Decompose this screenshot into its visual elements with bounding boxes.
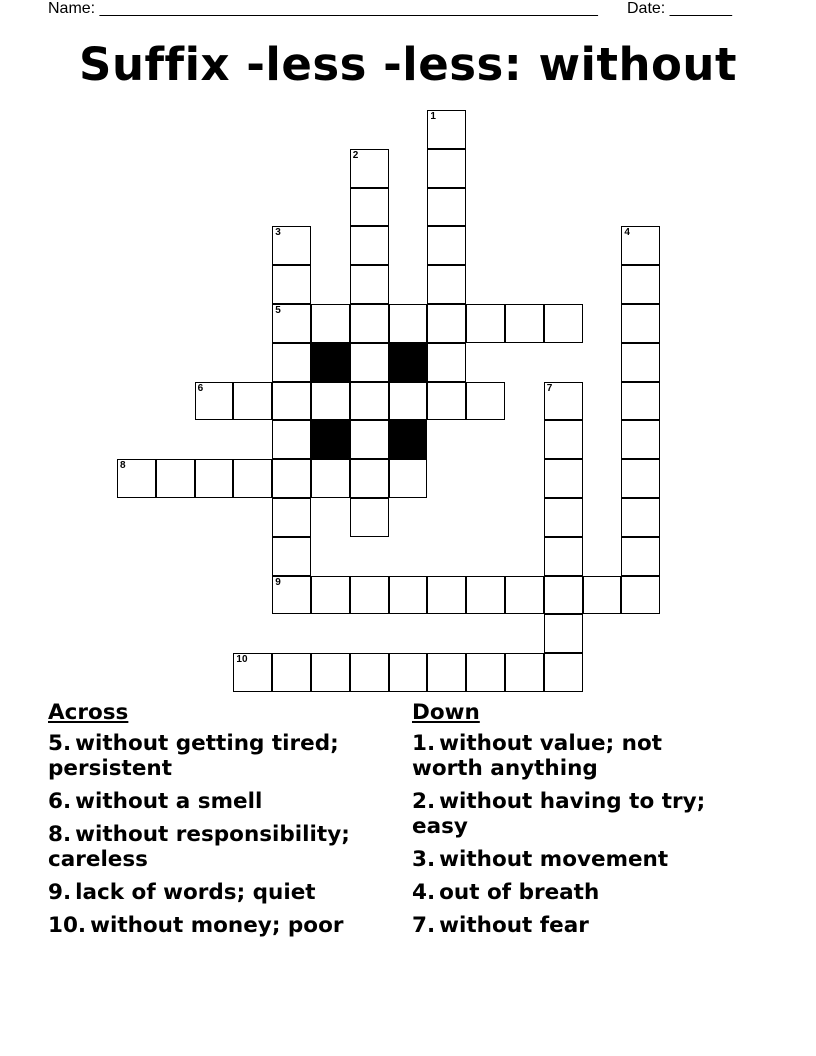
grid-cell[interactable] xyxy=(427,653,466,692)
grid-cell[interactable] xyxy=(621,382,660,421)
grid-cell[interactable] xyxy=(272,498,311,537)
grid-cell[interactable] xyxy=(389,653,428,692)
grid-cell[interactable] xyxy=(311,653,350,692)
grid-cell[interactable] xyxy=(272,382,311,421)
black-square xyxy=(311,420,350,459)
grid-cell[interactable] xyxy=(621,304,660,343)
grid-cell[interactable] xyxy=(350,265,389,304)
clue-number-label: 7. xyxy=(412,913,436,938)
across-clue xyxy=(48,880,398,905)
down-heading: Down xyxy=(412,700,480,725)
clue-number: 6 xyxy=(197,382,204,394)
grid-cell[interactable] xyxy=(621,576,660,615)
down-clue xyxy=(412,880,732,905)
grid-cell[interactable] xyxy=(350,653,389,692)
grid-cell[interactable] xyxy=(427,188,466,227)
clue-number: 10 xyxy=(236,654,248,666)
grid-cell[interactable] xyxy=(544,498,583,537)
grid-cell[interactable] xyxy=(621,343,660,382)
across-heading: Across xyxy=(48,700,129,725)
grid-cell[interactable] xyxy=(272,304,311,343)
grid-cell[interactable] xyxy=(389,304,428,343)
grid-cell[interactable] xyxy=(117,459,156,498)
grid-cell[interactable] xyxy=(427,576,466,615)
date-label: Date: _______ xyxy=(627,0,732,17)
clue-number-label: 6. xyxy=(48,789,72,814)
grid-cell[interactable] xyxy=(311,382,350,421)
grid-cell[interactable] xyxy=(427,149,466,188)
grid-cell[interactable] xyxy=(272,576,311,615)
grid-cell[interactable] xyxy=(544,653,583,692)
grid-cell[interactable] xyxy=(466,304,505,343)
grid-cell[interactable] xyxy=(311,459,350,498)
grid-cell[interactable] xyxy=(350,343,389,382)
grid-cell[interactable] xyxy=(350,188,389,227)
grid-cell[interactable] xyxy=(272,459,311,498)
grid-cell[interactable] xyxy=(233,459,272,498)
clue-text: without value; not worth anything xyxy=(412,731,663,781)
grid-cell[interactable] xyxy=(156,459,195,498)
grid-cell[interactable] xyxy=(427,110,466,149)
clue-number: 5 xyxy=(275,305,281,316)
clue-number: 7 xyxy=(546,382,553,394)
grid-cell[interactable] xyxy=(350,304,389,343)
grid-cell[interactable] xyxy=(505,653,544,692)
grid-cell[interactable] xyxy=(544,576,583,615)
clue-text: lack of words; quiet xyxy=(75,880,316,905)
across-clue xyxy=(48,913,398,938)
grid-cell[interactable] xyxy=(350,459,389,498)
grid-cell[interactable] xyxy=(195,382,234,421)
down-clue xyxy=(412,789,732,839)
clue-number-label: 4. xyxy=(412,880,436,905)
grid-cell[interactable] xyxy=(505,576,544,615)
down-clue xyxy=(412,731,732,781)
grid-cell[interactable] xyxy=(583,576,622,615)
grid-cell[interactable] xyxy=(272,420,311,459)
black-square xyxy=(311,343,350,382)
grid-cell[interactable] xyxy=(544,614,583,653)
clue-text: without a smell xyxy=(75,789,263,814)
grid-cell[interactable] xyxy=(389,576,428,615)
down-list xyxy=(412,731,732,938)
grid-cell[interactable] xyxy=(427,304,466,343)
clue-text: without having to try; easy xyxy=(412,789,706,839)
black-square xyxy=(389,420,428,459)
grid-cell[interactable] xyxy=(621,420,660,459)
down-clue xyxy=(412,913,732,938)
black-square xyxy=(389,343,428,382)
clue-number-label: 3. xyxy=(412,847,436,872)
grid-cell[interactable] xyxy=(621,226,660,265)
grid-cell[interactable] xyxy=(195,459,234,498)
grid-cell[interactable] xyxy=(350,498,389,537)
clue-number-label: 9. xyxy=(48,880,72,905)
grid-cell[interactable] xyxy=(233,382,272,421)
grid-cell[interactable] xyxy=(427,226,466,265)
grid-cell[interactable] xyxy=(427,265,466,304)
grid-cell[interactable] xyxy=(311,304,350,343)
clue-text: without responsibility; careless xyxy=(48,822,350,872)
name-label: Name: ________________________________________________________ xyxy=(48,0,598,17)
clue-number: 9 xyxy=(275,576,281,588)
clue-number: 3 xyxy=(275,227,281,239)
clue-number: 8 xyxy=(120,460,126,472)
clue-number: 4 xyxy=(624,227,630,239)
down-clues xyxy=(412,700,732,946)
grid-cell[interactable] xyxy=(350,382,389,421)
grid-cell[interactable] xyxy=(233,653,272,692)
grid-cell[interactable] xyxy=(621,498,660,537)
grid-cell[interactable] xyxy=(272,343,311,382)
grid-cell[interactable] xyxy=(466,576,505,615)
grid-cell[interactable] xyxy=(350,149,389,188)
grid-cell[interactable] xyxy=(505,304,544,343)
across-clue xyxy=(48,822,398,872)
across-list xyxy=(48,731,398,938)
clue-text: without fear xyxy=(439,913,589,938)
across-clue xyxy=(48,731,398,781)
grid-cell[interactable] xyxy=(466,653,505,692)
grid-cell[interactable] xyxy=(466,382,505,421)
grid-cell[interactable] xyxy=(544,459,583,498)
clue-text: without money; poor xyxy=(90,913,344,938)
grid-cell[interactable] xyxy=(544,420,583,459)
grid-cell[interactable] xyxy=(311,576,350,615)
clue-number-label: 2. xyxy=(412,789,436,814)
down-clue xyxy=(412,847,732,872)
across-clues xyxy=(48,700,398,946)
clue-number: 1 xyxy=(430,111,436,122)
clue-number-label: 5. xyxy=(48,731,72,756)
grid-cell[interactable] xyxy=(272,537,311,576)
grid-cell[interactable] xyxy=(272,265,311,304)
clue-number: 2 xyxy=(352,149,359,161)
grid-cell[interactable] xyxy=(389,382,428,421)
page-title: Suffix -less -less: without xyxy=(79,38,737,91)
grid-cell[interactable] xyxy=(350,576,389,615)
grid-cell[interactable] xyxy=(621,537,660,576)
grid-cell[interactable] xyxy=(350,420,389,459)
clue-number-label: 1. xyxy=(412,731,436,756)
grid-cell[interactable] xyxy=(544,537,583,576)
grid-cell[interactable] xyxy=(621,459,660,498)
clue-text: out of breath xyxy=(439,880,600,905)
clue-text: without movement xyxy=(439,847,669,872)
grid-cell[interactable] xyxy=(427,343,466,382)
clue-number-label: 10. xyxy=(48,913,87,938)
grid-cell[interactable] xyxy=(272,653,311,692)
grid-cell[interactable] xyxy=(350,226,389,265)
across-clue xyxy=(48,789,398,814)
grid-cell[interactable] xyxy=(427,382,466,421)
grid-cell[interactable] xyxy=(389,459,428,498)
clue-text: without getting tired; persistent xyxy=(48,731,339,781)
grid-cell[interactable] xyxy=(544,382,583,421)
grid-cell[interactable] xyxy=(272,226,311,265)
grid-cell[interactable] xyxy=(621,265,660,304)
clue-number-label: 8. xyxy=(48,822,72,847)
grid-cell[interactable] xyxy=(544,304,583,343)
